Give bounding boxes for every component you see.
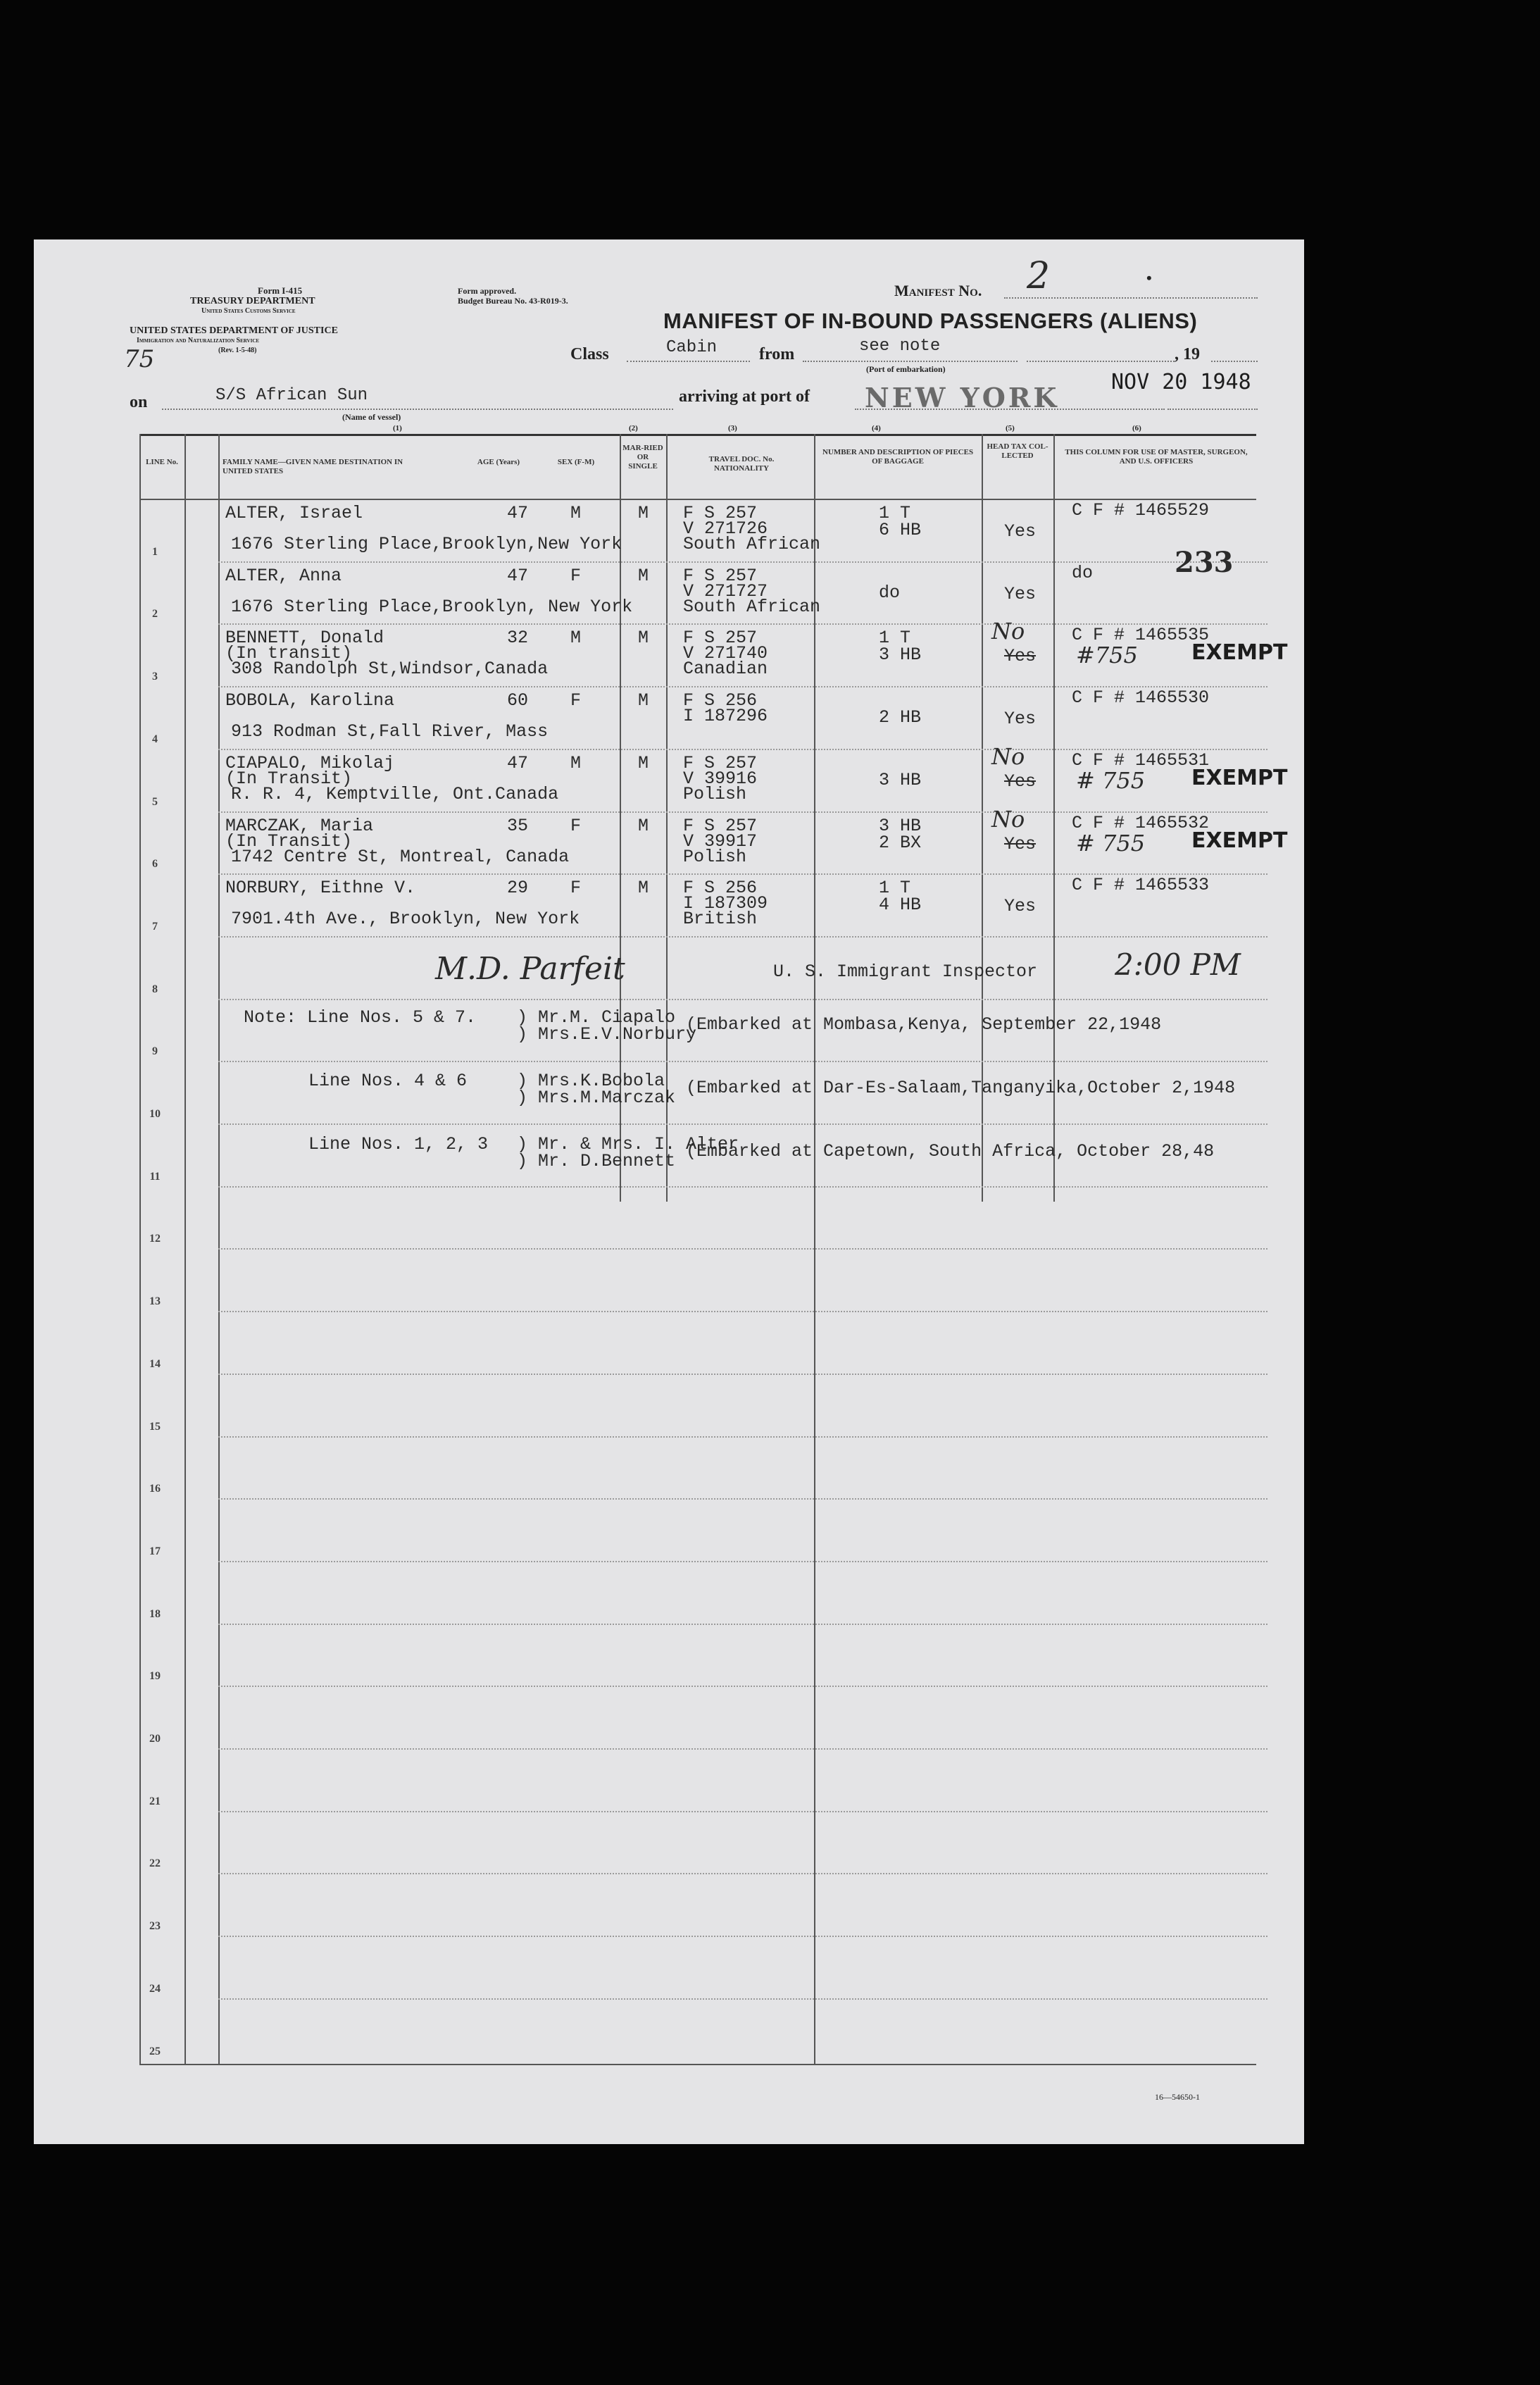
passenger-married: M [638, 565, 649, 586]
port-underline [855, 409, 1165, 410]
row-separator [218, 1811, 1267, 1812]
travel-doc-number: V 39916 [683, 768, 758, 789]
row-separator [218, 1061, 1267, 1062]
head-tax-collected: Yes [1004, 521, 1037, 542]
travel-doc-number: V 271726 [683, 518, 768, 539]
form-number: Form I-415 [258, 285, 303, 296]
passenger-age: 32 [507, 628, 529, 649]
note-line-label: Note: Line Nos. 5 & 7. [244, 1007, 477, 1028]
revision-date: (Rev. 1-5-48) [218, 347, 257, 354]
manifest-no-label: Manifest No. [894, 282, 982, 299]
note-embarkation: (Embarked at Capetown, South Africa, October 28,48 [686, 1141, 1215, 1162]
travel-doc-number: I 187296 [683, 706, 768, 727]
head-tax-collected: Yes [1004, 646, 1037, 667]
row-separator [218, 1186, 1267, 1188]
passenger-name: BOBOLA, Karolina [225, 690, 395, 711]
head-tax-handwritten: No [991, 742, 1025, 770]
passenger-nationality: Polish [683, 846, 747, 867]
exempt-stamp: EXEMPT [1191, 640, 1288, 666]
inspector-signature: M.D. Parfeit [435, 951, 625, 987]
passenger-age: 47 [507, 565, 529, 586]
passenger-nationality: South African [683, 534, 821, 554]
row-separator [218, 561, 1267, 563]
line-number: 9 [152, 1045, 158, 1057]
year-underline [1211, 361, 1258, 362]
passenger-age: 35 [507, 815, 529, 836]
passenger-age: 29 [507, 878, 529, 899]
row-separator [218, 1123, 1267, 1125]
line-number: 15 [149, 1421, 161, 1433]
class-label: Class [570, 345, 609, 363]
line-number: 20 [149, 1733, 161, 1745]
line-number: 23 [149, 1920, 161, 1932]
passenger-married: M [638, 503, 649, 523]
line-number: 12 [149, 1233, 161, 1245]
line-number: 10 [149, 1108, 161, 1120]
on-label: on [130, 393, 148, 411]
line-number: 1 [152, 546, 158, 558]
passenger-sex: F [570, 878, 582, 899]
col-header-sex: SEX (F-M) [557, 458, 595, 466]
note-line-label: Line Nos. 4 & 6 [308, 1071, 468, 1091]
col-divider [218, 434, 220, 2065]
exempt-stamp: EXEMPT [1191, 765, 1288, 790]
passenger-transit: (In Transit) [225, 830, 353, 852]
class-value: Cabin [666, 338, 718, 357]
line-number: 22 [149, 1857, 161, 1869]
customs-service: United States Customs Service [201, 307, 296, 315]
line-number: 17 [149, 1545, 161, 1557]
head-tax-collected: Yes [1004, 771, 1037, 792]
col-header-line: LINE No. [146, 458, 178, 466]
baggage-line-1: 1 T [879, 628, 911, 649]
line-number: 25 [149, 2045, 161, 2057]
col-header-age: AGE (Years) [477, 458, 520, 466]
port-embarkation-caption: (Port of embarkation) [866, 364, 946, 374]
line-number: 21 [149, 1795, 161, 1807]
travel-doc-number: V 271740 [683, 643, 768, 664]
passenger-sex: M [570, 752, 582, 773]
passenger-destination: 1742 Centre St, Montreal, Canada [231, 846, 570, 867]
line-number: 11 [149, 1171, 161, 1183]
line-number: 2 [152, 608, 158, 620]
col-header-travel-doc: TRAVEL DOC. No. NATIONALITY [708, 455, 775, 473]
travel-doc-series: F S 257 [683, 628, 758, 649]
row-separator [218, 1686, 1267, 1687]
officer-handwritten: #755 [1076, 642, 1138, 669]
col-header-head-tax: HEAD TAX COL-LECTED [987, 442, 1048, 460]
passenger-destination: 308 Randolph St,Windsor,Canada [231, 659, 549, 680]
note-embarkation: (Embarked at Mombasa,Kenya, September 22,1948 [686, 1014, 1162, 1035]
arrival-port: NEW YORK [865, 382, 1060, 413]
note-name: ) Mr.M. Ciapalo [517, 1007, 676, 1028]
passenger-transit: (In transit) [225, 643, 353, 664]
officer-entry: C F # 1465530 [1072, 687, 1210, 709]
row-separator [218, 1311, 1267, 1312]
line-number: 18 [149, 1608, 161, 1620]
from-underline [803, 361, 1018, 362]
travel-doc-series: F S 257 [683, 503, 758, 523]
line-number: 5 [152, 796, 158, 808]
line-number: 16 [149, 1483, 161, 1495]
class-underline [627, 361, 750, 362]
passenger-sex: M [570, 503, 582, 523]
officer-entry: C F # 1465532 [1072, 812, 1210, 833]
col-number-4: (4) [872, 424, 881, 432]
row-separator [218, 1498, 1267, 1500]
table-top-rule [139, 434, 1256, 436]
baggage-line-2: 2 BX [879, 832, 922, 853]
head-tax-collected: Yes [1004, 833, 1037, 854]
inspection-time: 2:00 PM [1115, 947, 1241, 982]
note-name: ) Mrs.M.Marczak [517, 1088, 676, 1108]
passenger-sex: F [570, 690, 582, 711]
line-number: 24 [149, 1983, 161, 1995]
officer-entry: C F # 1465529 [1072, 500, 1210, 521]
row-separator [218, 1561, 1267, 1562]
manifest-no-underline [1004, 297, 1258, 299]
note-name: ) Mrs.E.V.Norbury [517, 1024, 697, 1045]
passenger-destination: 1676 Sterling Place,Brooklyn,New York [231, 534, 622, 554]
officer-entry: C F # 1465531 [1072, 749, 1210, 771]
line-number: 19 [149, 1670, 161, 1682]
head-tax-collected: Yes [1004, 709, 1037, 730]
corner-handwritten-mark: 75 [124, 345, 155, 373]
passenger-name: ALTER, Anna [225, 565, 342, 586]
line-number: 3 [152, 671, 158, 683]
baggage-line-2: 3 HB [879, 644, 922, 666]
line-number: 4 [152, 733, 158, 745]
baggage-line-1: 3 HB [879, 815, 922, 836]
manifest-sheet [34, 239, 1304, 2144]
row-separator [218, 1248, 1267, 1250]
row-separator [218, 1873, 1267, 1874]
col-number-6: (6) [1132, 424, 1141, 432]
passenger-sex: M [570, 628, 582, 649]
line-number: 6 [152, 858, 158, 870]
officer-entry: do [1072, 562, 1094, 583]
passenger-name: ALTER, Israel [225, 503, 363, 523]
officer-entry: C F # 1465535 [1072, 625, 1210, 646]
col-header-name: FAMILY NAME—GIVEN NAME DESTINATION IN UNITED STATES [223, 458, 403, 475]
vessel-caption: (Name of vessel) [342, 412, 401, 422]
note-name: ) Mr. D.Bennett [517, 1151, 676, 1171]
passenger-married: M [638, 815, 649, 836]
officer-handwritten: # 755 [1076, 829, 1146, 857]
officer-handwritten: 233 [1175, 545, 1234, 579]
baggage-line-2: 6 HB [879, 520, 922, 540]
arriving-label: arriving at port of [679, 387, 810, 406]
baggage-line-1: 1 T [879, 503, 911, 523]
passenger-name: NORBURY, Eithne V. [225, 878, 416, 899]
note-name: ) Mrs.K.Bobola [517, 1071, 665, 1091]
passenger-married: M [638, 878, 649, 899]
travel-doc-number: I 187309 [683, 893, 768, 914]
col-number-5: (5) [1006, 424, 1015, 432]
passenger-name: CIAPALO, Mikolaj [225, 752, 395, 773]
passenger-name: MARCZAK, Maria [225, 815, 374, 836]
arrival-date-stamp: NOV 20 1948 [1111, 370, 1251, 394]
vessel-underline [162, 409, 673, 410]
table-bottom-rule [139, 2064, 1256, 2065]
form-approved: Form approved. [458, 286, 517, 296]
row-separator [218, 1436, 1267, 1438]
passenger-sex: F [570, 815, 582, 836]
note-name: ) Mr. & Mrs. I. Alter [517, 1134, 739, 1154]
passenger-destination: 7901.4th Ave., Brooklyn, New York [231, 909, 580, 930]
vessel-name: S/S African Sun [215, 386, 368, 405]
row-separator [218, 1936, 1267, 1937]
exempt-stamp: EXEMPT [1191, 828, 1288, 853]
ins-service: Immigration and Naturalization Service [137, 337, 260, 344]
date-underline [1027, 361, 1175, 362]
passenger-age: 47 [507, 503, 529, 523]
col-number-3: (3) [728, 424, 737, 432]
col-number-2: (2) [629, 424, 638, 432]
printer-code: 16—54650-1 [1155, 2092, 1200, 2102]
travel-doc-series: F S 256 [683, 878, 758, 899]
col-divider [814, 434, 815, 2065]
passenger-nationality: Polish [683, 783, 747, 804]
travel-doc-series: F S 257 [683, 752, 758, 773]
line-number: 8 [152, 983, 158, 995]
head-tax-handwritten: No [991, 618, 1025, 645]
passenger-destination: 1676 Sterling Place,Brooklyn, New York [231, 596, 633, 617]
head-tax-handwritten: No [991, 805, 1025, 833]
head-tax-collected: Yes [1004, 583, 1037, 604]
manifest-no-value: 2 [1027, 255, 1051, 297]
passenger-sex: F [570, 565, 582, 586]
baggage-line-2: 4 HB [879, 895, 922, 916]
passenger-destination: 913 Rodman St,Fall River, Mass [231, 721, 549, 742]
top-speck: • [1146, 269, 1152, 287]
col-header-baggage: NUMBER AND DESCRIPTION OF PIECES OF BAGGAGE [822, 448, 974, 466]
baggage-line-2: 2 HB [879, 707, 922, 728]
col-divider [184, 434, 186, 2065]
col-header-married: MAR-RIED OR SINGLE [622, 444, 663, 471]
passenger-nationality: Canadian [683, 659, 768, 680]
row-separator [218, 936, 1267, 938]
baggage-line-1: 1 T [879, 878, 911, 899]
manifest-title: MANIFEST OF IN-BOUND PASSENGERS (ALIENS) [663, 309, 1198, 333]
from-label: from [759, 345, 795, 363]
inspector-title: U. S. Immigrant Inspector [773, 961, 1038, 982]
note-embarkation: (Embarked at Dar-Es-Salaam,Tanganyika,October 2,1948 [686, 1078, 1236, 1098]
line-number: 13 [149, 1295, 161, 1307]
passenger-married: M [638, 628, 649, 649]
travel-doc-number: V 39917 [683, 830, 758, 852]
line-number: 14 [149, 1358, 161, 1370]
col-number-1: (1) [393, 424, 402, 432]
from-value: see note [859, 337, 941, 356]
travel-doc-series: F S 256 [683, 690, 758, 711]
line-number: 7 [152, 921, 158, 933]
baggage-line-2: 3 HB [879, 769, 922, 790]
row-separator [218, 1748, 1267, 1750]
passenger-transit: (In Transit) [225, 768, 353, 789]
passenger-nationality: British [683, 909, 758, 930]
passenger-married: M [638, 690, 649, 711]
row-separator [218, 1624, 1267, 1625]
passenger-destination: R. R. 4, Kemptville, Ont.Canada [231, 783, 559, 804]
justice-department: UNITED STATES DEPARTMENT OF JUSTICE [130, 325, 338, 336]
budget-bureau: Budget Bureau No. 43-R019-3. [458, 296, 568, 306]
row-separator [218, 999, 1267, 1000]
note-line-label: Line Nos. 1, 2, 3 [308, 1134, 489, 1154]
travel-doc-series: F S 257 [683, 565, 758, 586]
treasury-department: TREASURY DEPARTMENT [190, 296, 315, 306]
year-label: , 19 [1175, 345, 1200, 363]
passenger-age: 60 [507, 690, 529, 711]
row-separator [218, 1998, 1267, 2000]
row-separator [218, 1374, 1267, 1375]
passenger-married: M [638, 752, 649, 773]
baggage-line-2: do [879, 582, 901, 603]
officer-entry: C F # 1465533 [1072, 875, 1210, 896]
col-header-officers: THIS COLUMN FOR USE OF MASTER, SURGEON, AND U.S. OFFICERS [1065, 448, 1248, 466]
travel-doc-number: V 271727 [683, 580, 768, 602]
passenger-nationality: South African [683, 596, 821, 617]
date-stamp-underline [1167, 409, 1258, 410]
col-divider [666, 434, 668, 1202]
passenger-name: BENNETT, Donald [225, 628, 384, 649]
travel-doc-series: F S 257 [683, 815, 758, 836]
passenger-age: 47 [507, 752, 529, 773]
officer-handwritten: # 755 [1076, 766, 1146, 794]
head-tax-collected: Yes [1004, 896, 1037, 917]
